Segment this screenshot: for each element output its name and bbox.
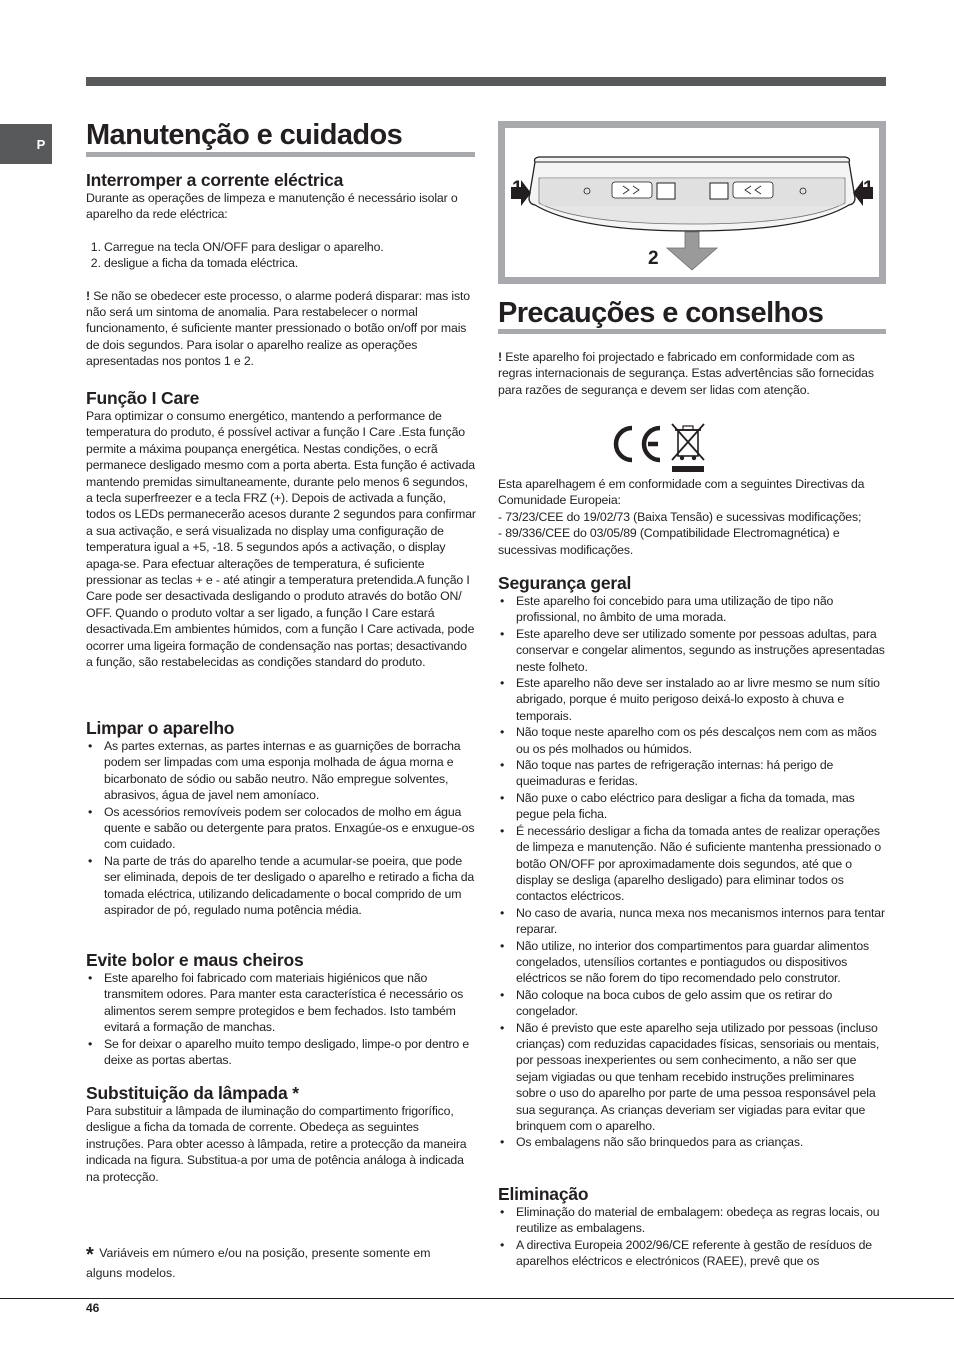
section-heading: Segurança geral bbox=[498, 573, 632, 593]
language-tab-label: P bbox=[36, 136, 46, 152]
language-tab bbox=[0, 124, 52, 164]
list-item: • Não toque neste aparelho com os pés descalços nem com as mãos ou os pés molhados ou húmidos. bbox=[498, 724, 886, 757]
list-item: • Não é previsto que este aparelho seja utilizado por pessoas (incluso crianças) com reduzidas capacidades físicas, sensoriais ou mentais, por pessoas inexperientes ou sem conhecimento, a não ser que sejam vigiadas ou que tenham recebido instruções preliminares sobre o uso do aparelho por parte de uma pessoa responsável pela sua segurança. As crianças deveriam ser vigiadas para evitar que brinquem com o aparelho. bbox=[498, 1020, 886, 1135]
intro-text bbox=[498, 349, 886, 398]
footnote bbox=[86, 1244, 466, 1282]
bullet-list bbox=[86, 970, 476, 1068]
section-mould bbox=[86, 950, 476, 1068]
list-item: • Eliminação do material de embalagem: obedeça as regras locais, ou reutilize as embalagens. bbox=[498, 1204, 886, 1237]
section-general-safety bbox=[498, 573, 886, 1151]
footer-rule bbox=[0, 1298, 954, 1299]
steps-list bbox=[86, 239, 476, 272]
footnote-mark: * bbox=[86, 1244, 94, 1266]
section-lamp bbox=[86, 1083, 476, 1185]
list-item: • Este aparelho foi concebido para uma utilização de tipo não profissional, no âmbito de uma morada. bbox=[498, 593, 886, 626]
section-icare bbox=[86, 388, 476, 671]
step-item: 1. Carregue na tecla ON/OFF para desligar o aparelho. bbox=[104, 239, 476, 255]
directives-text: Esta aparelhagem é em conformidade com a seguintes Directivas da Comunidade Europeia: bbox=[498, 477, 865, 508]
footnote-text: Variáveis em número e/ou na posição, presente somente em alguns modelos. bbox=[86, 1246, 431, 1280]
title-underline bbox=[86, 152, 475, 157]
section-heading: Função I Care bbox=[86, 388, 200, 408]
page-title-precautions: Precauções e conselhos bbox=[498, 297, 824, 329]
list-item: • É necessário desligar a ficha da tomada antes de realizar operações de limpeza e manutenção. Não é suficiente mantenha pressionado o botão ON/OFF por aproximadamente dois segundos, até que o display se desliga (aparelho desligado) para eliminar todos os contactos eléctricos. bbox=[498, 823, 886, 905]
section-body: Para optimizar o consumo energético, mantendo a performance de temperatura do produto, é possível activar a função I Care .Esta função permite a máxima poupança energética. Nestas condições, o ecrã permanece desligado mesmo com a porta aberta. Esta função é activada mantendo premidas simultaneamente, durante pelo menos 6 segundos, a tecla superfreezer e a tecla FRZ (+). Depois de activada a função, todos os LEDs permanecerão acesos durante 2 segundos para confirmar a sua activação, e será visualizada no display uma configuração de temperatura igual a +5, -18. 5 segundos após a activação, o display apaga-se. Para efectuar alterações de temperatura, é suficiente pressionar as teclas + e - até atingir a temperatura pretendida.A função I Care pode ser desactivada desligando o produto através do botão ON/ OFF. Quando o produto voltar a ser ligado, a função I Care estará desactivada.Em ambientes húmidos, com a função I Care activada, pode ocorrer uma ligeira formação de condensação nas portas; desactivando a função, são restabelecidas as condições standard do produto. bbox=[86, 409, 476, 670]
step-item: 2. desligue a ficha da tomada eléctrica. bbox=[104, 255, 476, 271]
figure-label-bottom: 2 bbox=[648, 248, 659, 269]
compliance-marks bbox=[612, 420, 712, 476]
warning-mark: ! bbox=[86, 288, 90, 303]
section-heading: Limpar o aparelho bbox=[86, 718, 235, 738]
warning-body: Se não se obedecer este processo, o alarme poderá disparar: mas isto não será um sintoma de anomalia. Para restabelecer o normal funcionamento, é suficiente manter pressionado o botão on/off por mais de dois segundos. Para isolar o aparelho realize as operações apresentadas nos pontos 1 e 2. bbox=[86, 288, 470, 369]
page-number: 46 bbox=[86, 1301, 100, 1315]
bullet-list bbox=[498, 593, 886, 1151]
list-item: • Não utilize, no interior dos compartimentos para guardar alimentos congelados, utensílios cortantes e pontiagudos ou dispositivos eléctricos se não forem do tipo recomendado pelo construtor. bbox=[498, 938, 886, 987]
section-intro: Durante as operações de limpeza e manutenção é necessário isolar o aparelho da rede eléctrica: bbox=[86, 191, 458, 222]
list-item: • Os acessórios removíveis podem ser colocados de molho em água quente e sabão ou detergente para pratos. Enxagúe-os e enxugue-os com cuidado. bbox=[86, 804, 476, 853]
intro-mark: ! bbox=[498, 350, 502, 364]
weee-bin-icon bbox=[672, 424, 704, 472]
list-item: • Na parte de trás do aparelho tende a acumular-se poeira, que pode ser eliminada, depois de ter desligado o aparelho e retirado a ficha da tomada eléctrica, utilizando delicadamente o bocal comprido de um aspirador de pó, regulado numa potência média. bbox=[86, 853, 476, 919]
section-disposal bbox=[498, 1184, 886, 1270]
bullet-list bbox=[86, 738, 476, 918]
list-item: • A directiva Europeia 2002/96/CE referente à gestão de resíduos de aparelhos eléctricos e electrónicos (RAEE), prevê que os bbox=[498, 1237, 886, 1270]
section-directives bbox=[498, 476, 886, 558]
list-item: • As partes externas, as partes internas e as guarnições de borracha podem ser limpadas com uma esponja molhada de água morna e bicarbonato de sódio ou sabão neutro. Não empregue solventes, abrasivos, água de javel nem amoníaco. bbox=[86, 738, 476, 804]
section-heading: Interromper a corrente eléctrica bbox=[86, 170, 344, 190]
arrow-down-icon bbox=[667, 232, 717, 270]
list-item: • Este aparelho foi fabricado com materiais higiénicos que não transmitem odores. Para manter esta característica é necessário os alimentos serem sempre protegidos e bem fechados. Isto também evitará a formação de manchas. bbox=[86, 970, 476, 1036]
figure-label-right: 1 bbox=[863, 178, 874, 199]
section-heading: Evite bolor e maus cheiros bbox=[86, 950, 304, 970]
figure-label-left: 1 bbox=[512, 178, 523, 199]
list-item: • Este aparelho não deve ser instalado ao ar livre mesmo se num sítio abrigado, porque é muito perigoso deixá-lo exposto à chuva e temporais. bbox=[498, 675, 886, 724]
section-body: Para substituir a lâmpada de iluminação do compartimento frigorífico, desligue a ficha da tomada de corrente. Obedeça as seguintes instruções. Para obter acesso à lâmpada, retire a protecção da maneira indicada na figura. Substitua-a por uma de potência análoga à indicada na protecção. bbox=[86, 1104, 467, 1184]
header-rule bbox=[86, 77, 886, 86]
list-item: • Este aparelho deve ser utilizado somente por pessoas adultas, para conservar e congelar alimentos, segundo as instruções apresentadas neste folheto. bbox=[498, 626, 886, 675]
ce-mark-icon bbox=[612, 420, 712, 476]
lamp-cover-figure bbox=[498, 121, 886, 284]
directives-text: - 89/336/CEE do 03/05/89 (Compatibilidade Electromagnética) e sucessivas modificações. bbox=[498, 526, 840, 557]
lamp-cover-illustration bbox=[505, 128, 879, 277]
list-item: • Os embalagens não são brinquedos para as crianças. bbox=[498, 1134, 886, 1150]
list-item: • Não coloque na boca cubos de gelo assim que os retirar do congelador. bbox=[498, 987, 886, 1020]
list-item: • Não toque nas partes de refrigeração internas: há perigo de queimaduras e feridas. bbox=[498, 757, 886, 790]
list-item: • Não puxe o cabo eléctrico para desligar a ficha da tomada, mas pegue pela ficha. bbox=[498, 790, 886, 823]
section-power bbox=[86, 170, 476, 370]
list-item: • Se for deixar o aparelho muito tempo desligado, limpe-o por dentro e deixe as portas abertas. bbox=[86, 1036, 476, 1069]
figure-canvas bbox=[505, 128, 879, 277]
warning-text bbox=[86, 288, 476, 370]
section-heading: Substituição da lâmpada * bbox=[86, 1083, 299, 1103]
section-safety-intro bbox=[498, 349, 886, 398]
page-title-maintenance: Manutenção e cuidados bbox=[86, 119, 403, 151]
section-heading: Eliminação bbox=[498, 1184, 589, 1204]
directives-text: - 73/23/CEE do 19/02/73 (Baixa Tensão) e sucessivas modificações; bbox=[498, 509, 862, 524]
title-underline bbox=[498, 329, 886, 334]
section-cleaning bbox=[86, 718, 476, 918]
intro-body: Este aparelho foi projectado e fabricado em conformidade com as regras internacionais de segurança. Estas advertências são fornecidas para razões de segurança e devem ser lidas com atenção. bbox=[498, 350, 874, 397]
bullet-list bbox=[498, 1204, 886, 1270]
list-item: • No caso de avaria, nunca mexa nos mecanismos internos para tentar reparar. bbox=[498, 905, 886, 938]
